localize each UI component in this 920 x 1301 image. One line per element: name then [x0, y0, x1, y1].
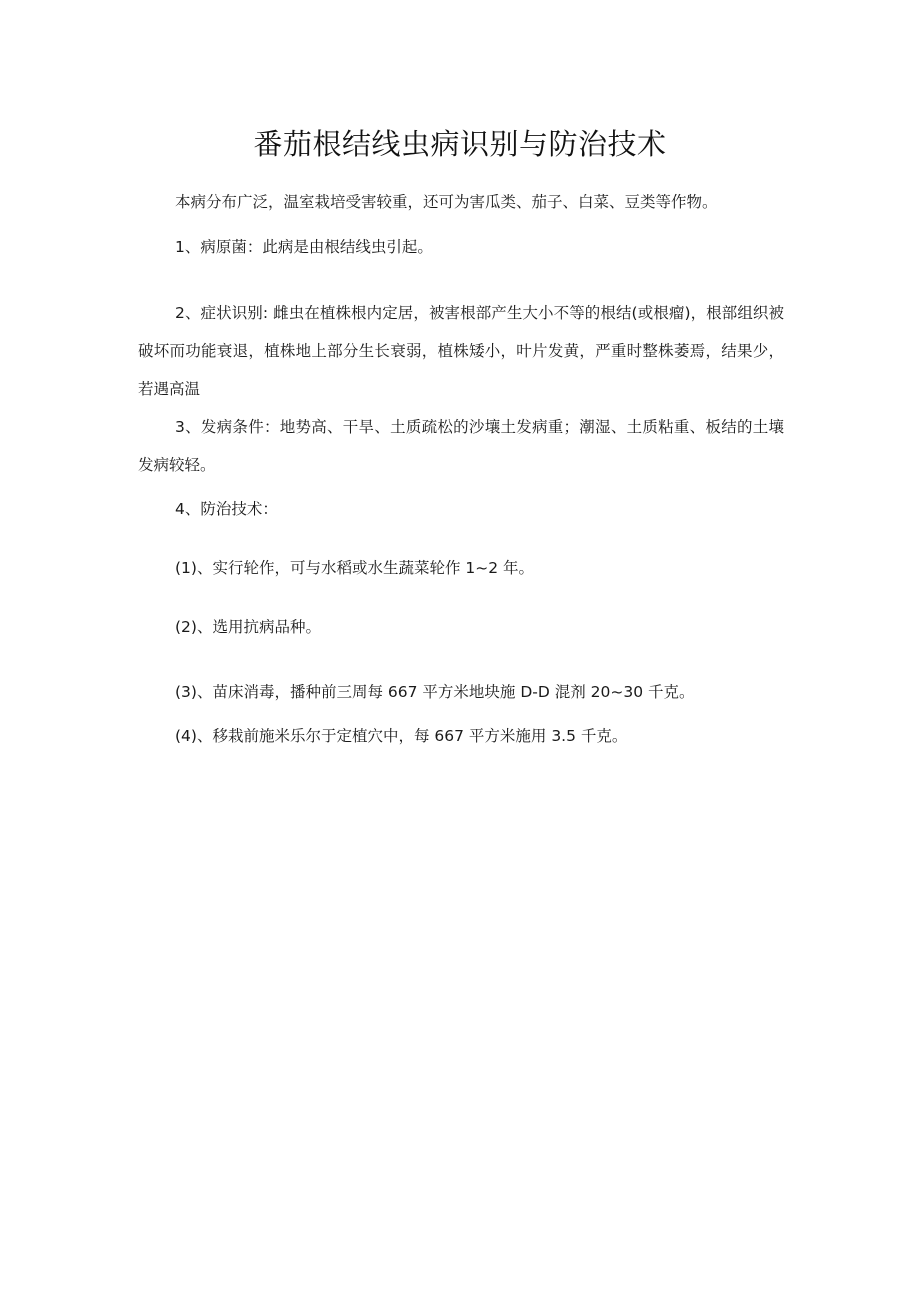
control-measure-2: (2)、选用抗病品种。	[175, 618, 321, 636]
document-title: 番茄根结线虫病识别与防治技术	[253, 127, 667, 161]
control-measure-4: (4)、移栽前施米乐尔于定植穴中，每 667 平方米施用 3.5 千克。	[175, 727, 628, 745]
section-symptoms: 2、症状识别: 雌虫在植株根内定居，被害根部产生大小不等的根结(或根瘤)，根部组织被破坏而功能衰退，植株地上部分生长衰弱，植株矮小，叶片发黄，严重时整株萎焉，结果少，若遇高温	[138, 304, 784, 398]
control-measure-3: (3)、苗床消毒，播种前三周每 667 平方米地块施 D-D 混剂 20~30 千克。	[175, 683, 695, 701]
section-control-heading: 4、防治技术：	[175, 500, 278, 518]
control-measure-1: (1)、实行轮作，可与水稻或水生蔬菜轮作 1~2 年。	[175, 559, 535, 577]
section-conditions: 3、发病条件：地势高、干旱、土质疏松的沙壤土发病重；潮湿、土质粘重、板结的土壤发病较轻。	[138, 418, 784, 474]
intro-paragraph: 本病分布广泛，温室栽培受害较重，还可为害瓜类、茄子、白菜、豆类等作物。	[175, 193, 718, 211]
section-pathogen: 1、病原菌：此病是由根结线虫引起。	[175, 238, 433, 256]
